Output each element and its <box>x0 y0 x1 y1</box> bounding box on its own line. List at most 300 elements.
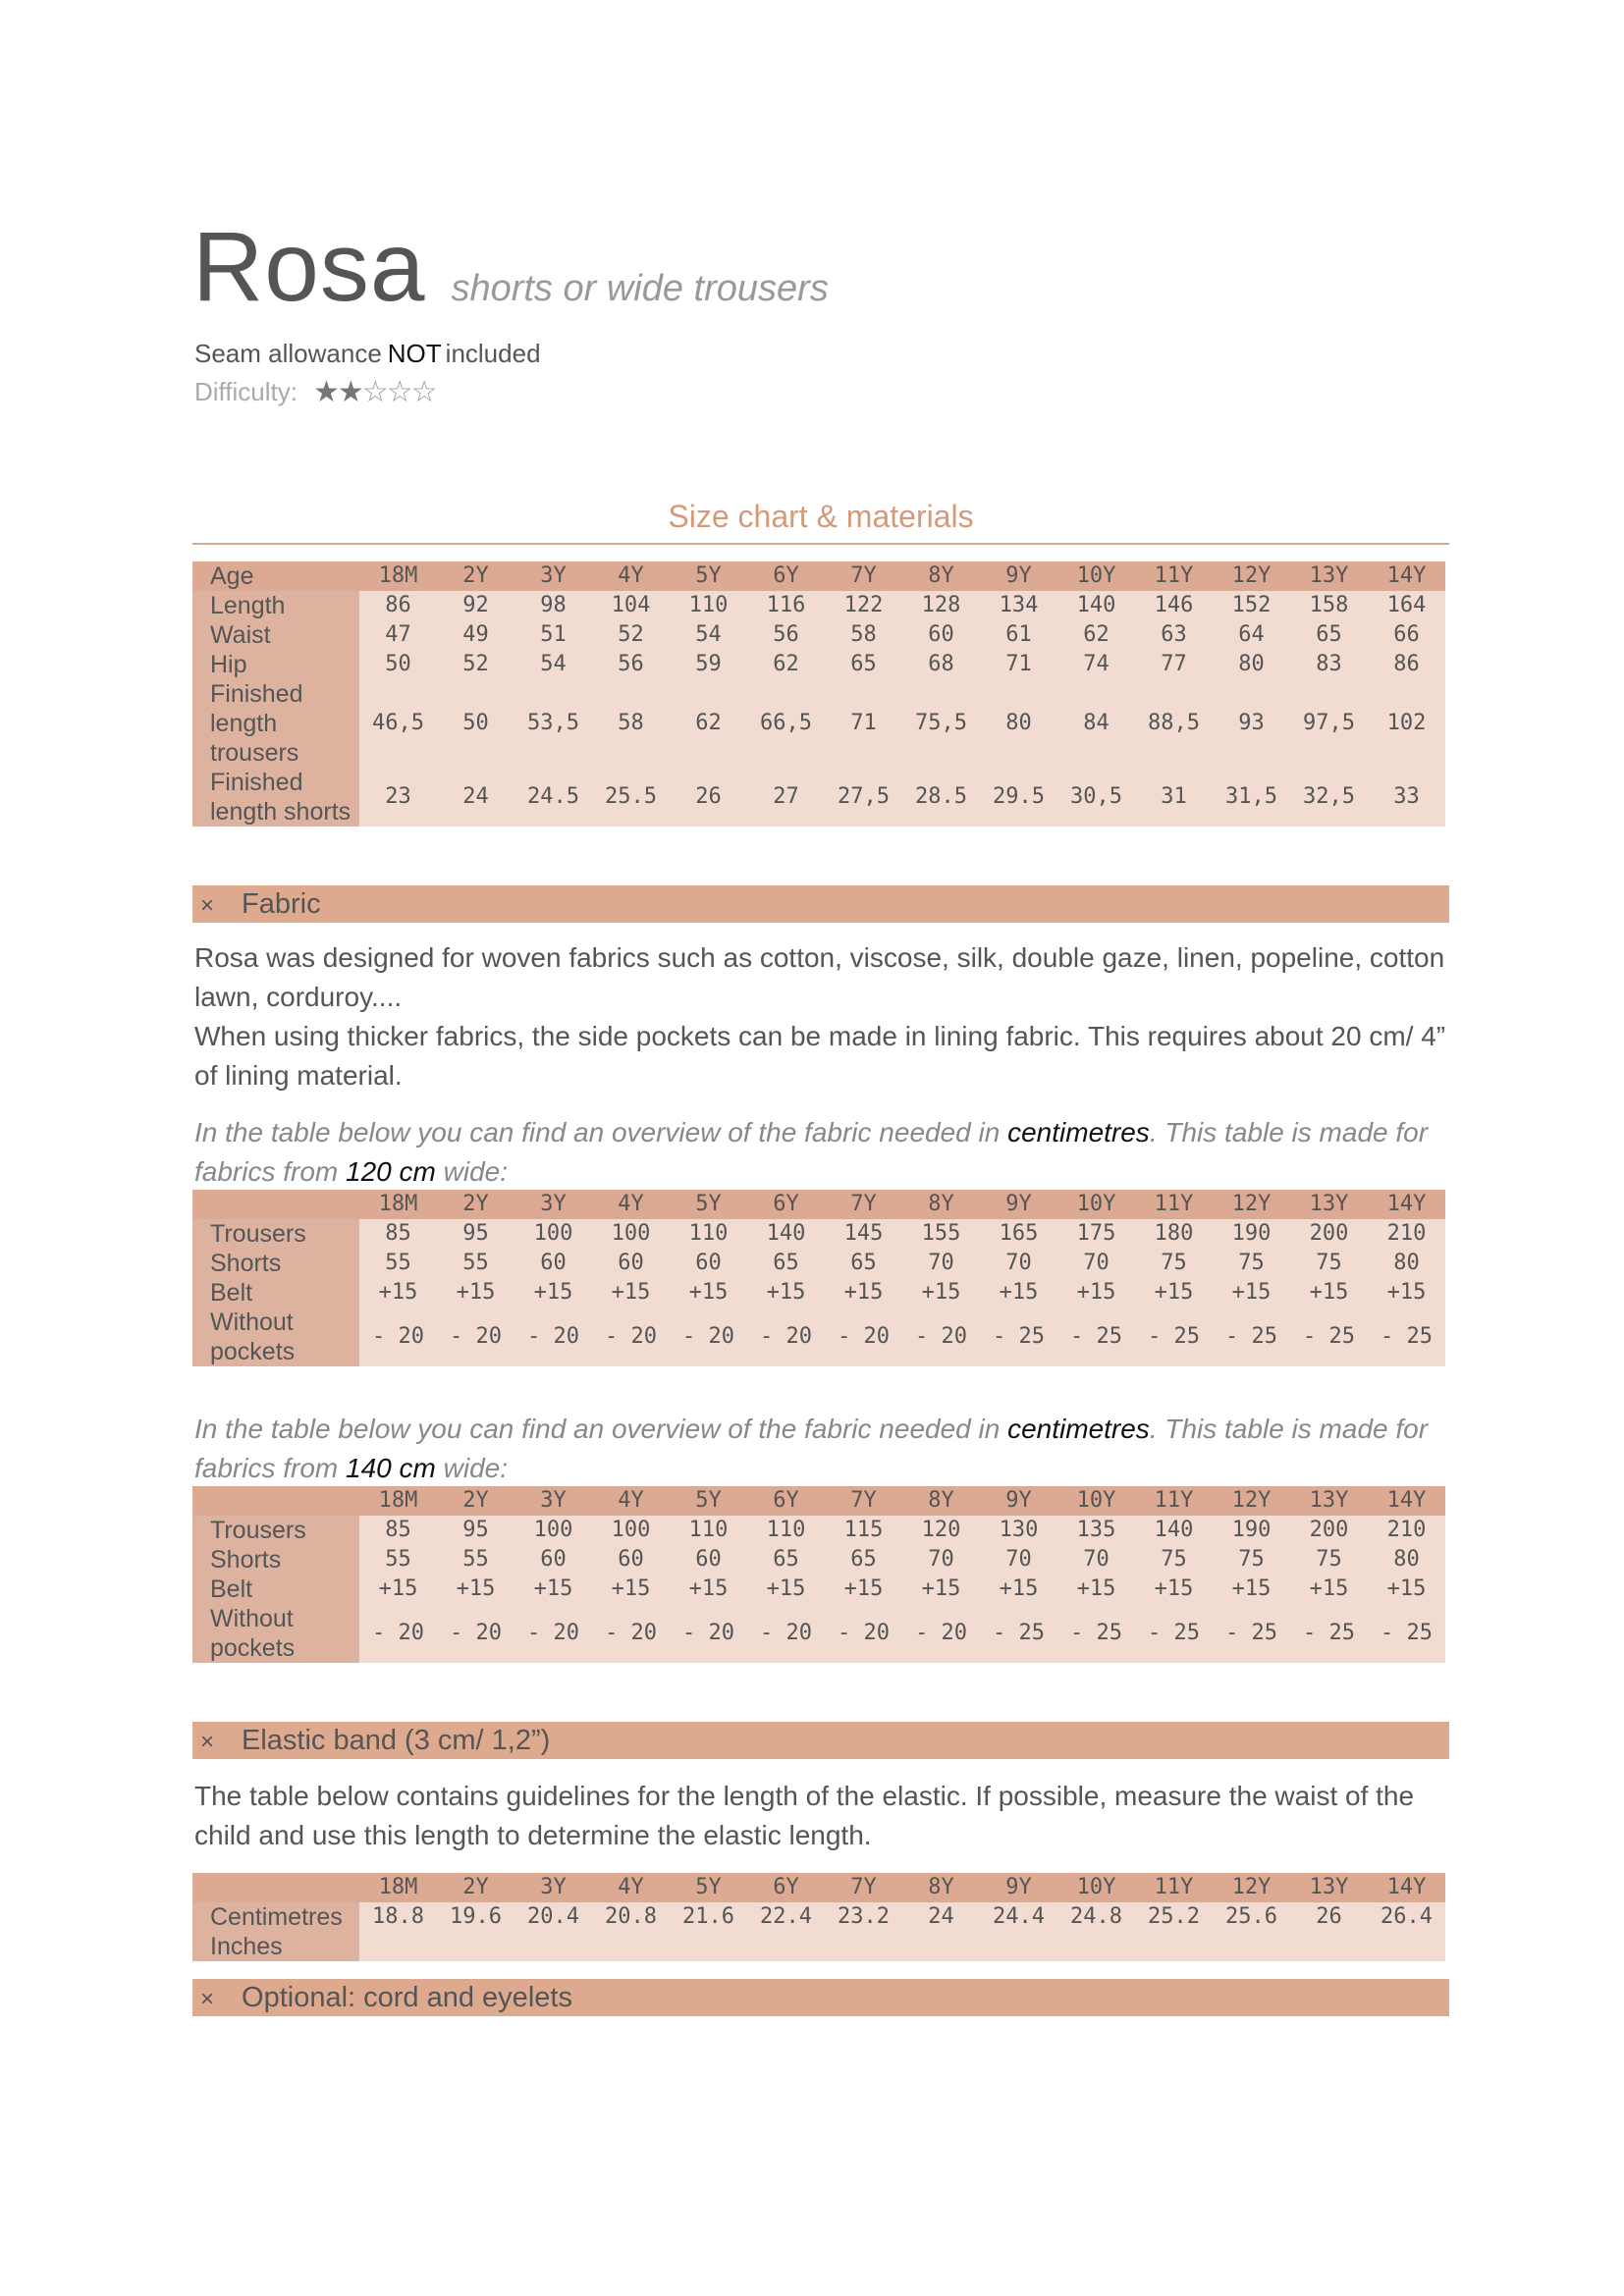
table-cell: 164 <box>1368 591 1445 620</box>
table-cell: - 25 <box>1057 1308 1135 1366</box>
size-header-cell: 11Y <box>1135 1190 1213 1219</box>
table-cell: - 25 <box>1213 1604 1290 1663</box>
section-title: Size chart & materials <box>668 499 974 534</box>
table-cell: +15 <box>1057 1278 1135 1308</box>
table-cell: 110 <box>670 1219 747 1249</box>
table-cell: 85 <box>359 1219 437 1249</box>
table-cell: 98 <box>514 591 592 620</box>
table-row <box>192 768 1445 827</box>
row-label <box>192 1873 359 1902</box>
table-cell: 210 <box>1368 1516 1445 1545</box>
table-cell: +15 <box>1135 1575 1213 1604</box>
row-label: Trousers <box>192 1516 359 1545</box>
table-cell: 120 <box>902 1516 980 1545</box>
table-cell: 52 <box>437 650 514 679</box>
intro-text: In the table below you can find an overview of the fabric needed in <box>194 1414 1008 1444</box>
table-cell: +15 <box>1135 1278 1213 1308</box>
table-cell <box>1213 1932 1290 1961</box>
table-cell: 52 <box>592 620 670 650</box>
table-cell: 180 <box>1135 1219 1213 1249</box>
table-cell: 175 <box>1057 1219 1135 1249</box>
bullet-x-icon: × <box>200 892 215 919</box>
table-cell: 55 <box>359 1545 437 1575</box>
table-cell: 60 <box>670 1545 747 1575</box>
table-cell: 65 <box>825 650 902 679</box>
seam-strong: NOT <box>387 339 442 368</box>
table-cell: 95 <box>437 1219 514 1249</box>
row-label: Length <box>192 591 359 620</box>
table-cell: +15 <box>1290 1575 1368 1604</box>
size-header-cell: 4Y <box>592 561 670 591</box>
size-header-cell: 4Y <box>592 1873 670 1902</box>
size-header-cell: 8Y <box>902 1190 980 1219</box>
size-header-cell: 3Y <box>514 561 592 591</box>
row-label: Without pockets <box>192 1604 359 1663</box>
table-cell: 27,5 <box>825 768 902 827</box>
table-cell: 70 <box>902 1249 980 1278</box>
elastic-table <box>192 1873 1445 1961</box>
fabric-width: 120 cm <box>346 1156 436 1187</box>
size-header-cell: 7Y <box>825 1873 902 1902</box>
table-cell: 25.5 <box>592 768 670 827</box>
table-row <box>192 1604 1445 1663</box>
row-label: Hip <box>192 650 359 679</box>
lining-note: When using thicker fabrics, the side pockets can be made in lining fabric. This requires about 20 cm/ 4” of lining material. <box>194 1021 1446 1091</box>
table-cell: 75,5 <box>902 679 980 768</box>
table-cell: 61 <box>980 620 1057 650</box>
size-header-cell: 12Y <box>1213 1873 1290 1902</box>
table-cell: +15 <box>1368 1575 1445 1604</box>
table-cell: - 20 <box>670 1308 747 1366</box>
table-cell: 55 <box>359 1249 437 1278</box>
size-header-cell: 8Y <box>902 1486 980 1516</box>
table-cell: 75 <box>1135 1545 1213 1575</box>
table-cell: +15 <box>980 1278 1057 1308</box>
table-header-row <box>192 1190 1445 1219</box>
difficulty-label: Difficulty: <box>194 377 298 406</box>
size-header-cell: 13Y <box>1290 1190 1368 1219</box>
size-header-cell: 7Y <box>825 1190 902 1219</box>
table-cell: - 25 <box>1290 1308 1368 1366</box>
table-cell: 110 <box>747 1516 825 1545</box>
table-cell: 155 <box>902 1219 980 1249</box>
table-cell: 26 <box>670 768 747 827</box>
fabric-140-table <box>192 1486 1445 1663</box>
table-cell: 100 <box>514 1516 592 1545</box>
table-cell: 74 <box>1057 650 1135 679</box>
section-divider <box>192 543 1449 545</box>
table-cell: 80 <box>1368 1545 1445 1575</box>
size-header-cell: 10Y <box>1057 1486 1135 1516</box>
table-cell: 75 <box>1290 1249 1368 1278</box>
table-cell <box>1290 1932 1368 1961</box>
table-cell: 62 <box>1057 620 1135 650</box>
elastic-description: The table below contains guidelines for the length of the elastic. If possible, measure the waist of the child and use this length to determine the elastic length. <box>194 1781 1415 1850</box>
size-header-cell: 14Y <box>1368 1873 1445 1902</box>
table-cell: 110 <box>670 1516 747 1545</box>
size-header-cell: 5Y <box>670 561 747 591</box>
table-cell: 140 <box>1057 591 1135 620</box>
table-cell: - 20 <box>592 1604 670 1663</box>
difficulty-stars <box>313 375 436 409</box>
fabric-140-intro <box>194 1410 1461 1488</box>
table-cell: 210 <box>1368 1219 1445 1249</box>
table-cell: 122 <box>825 591 902 620</box>
table-cell <box>747 1932 825 1961</box>
table-cell: 50 <box>437 679 514 768</box>
table-cell: 28.5 <box>902 768 980 827</box>
table-header-row <box>192 561 1445 591</box>
fabric-120-table <box>192 1190 1445 1366</box>
table-row <box>192 1932 1445 1961</box>
table-cell: 18.8 <box>359 1902 437 1932</box>
table-cell: 71 <box>825 679 902 768</box>
table-cell: 32,5 <box>1290 768 1368 827</box>
size-header-cell: 7Y <box>825 1486 902 1516</box>
table-row <box>192 1219 1445 1249</box>
table-cell: 92 <box>437 591 514 620</box>
table-cell: 59 <box>670 650 747 679</box>
elastic-section-bar <box>192 1722 1449 1759</box>
intro-text: . This table is made for fabrics from <box>194 1414 1429 1483</box>
optional-title: Optional: cord and eyelets <box>242 1982 572 2013</box>
table-cell: - 20 <box>902 1604 980 1663</box>
table-cell: - 20 <box>747 1604 825 1663</box>
table-cell: 53,5 <box>514 679 592 768</box>
row-label: Inches <box>192 1932 359 1961</box>
table-row <box>192 1545 1445 1575</box>
table-cell: 25.6 <box>1213 1902 1290 1932</box>
table-cell: 140 <box>747 1219 825 1249</box>
table-cell: - 20 <box>359 1308 437 1366</box>
table-cell: 100 <box>514 1219 592 1249</box>
table-cell: 88,5 <box>1135 679 1213 768</box>
table-row <box>192 1902 1445 1932</box>
table-cell: 68 <box>902 650 980 679</box>
size-header-cell: 14Y <box>1368 561 1445 591</box>
bullet-x-icon: × <box>200 1729 215 1755</box>
table-cell: +15 <box>670 1575 747 1604</box>
table-cell: 165 <box>980 1219 1057 1249</box>
table-cell: 24 <box>902 1902 980 1932</box>
table-cell: 24 <box>437 768 514 827</box>
bullet-x-icon: × <box>200 1986 215 2012</box>
table-row <box>192 1278 1445 1308</box>
seam-prefix: Seam allowance <box>194 339 382 368</box>
row-label: Belt <box>192 1278 359 1308</box>
table-cell: 23 <box>359 768 437 827</box>
size-header-cell: 12Y <box>1213 1190 1290 1219</box>
table-cell: 66 <box>1368 620 1445 650</box>
table-cell: 93 <box>1213 679 1290 768</box>
elastic-title: Elastic band (3 cm/ 1,2”) <box>242 1725 551 1756</box>
table-cell: 58 <box>825 620 902 650</box>
size-header-cell: 13Y <box>1290 561 1368 591</box>
size-header-cell: 10Y <box>1057 1873 1135 1902</box>
size-header-cell: 11Y <box>1135 1873 1213 1902</box>
fabric-120-intro <box>194 1113 1461 1192</box>
table-cell: +15 <box>592 1278 670 1308</box>
size-header-cell: 6Y <box>747 1873 825 1902</box>
table-cell: - 20 <box>437 1604 514 1663</box>
table-cell: 200 <box>1290 1516 1368 1545</box>
table-cell: 70 <box>980 1249 1057 1278</box>
row-label: Without pockets <box>192 1308 359 1366</box>
table-row <box>192 591 1445 620</box>
size-header-cell: 9Y <box>980 1190 1057 1219</box>
row-label <box>192 1486 359 1516</box>
seam-allowance-note <box>194 339 541 369</box>
table-cell: - 20 <box>592 1308 670 1366</box>
table-row <box>192 1575 1445 1604</box>
table-cell: 80 <box>1213 650 1290 679</box>
size-header-cell: 3Y <box>514 1873 592 1902</box>
size-header-cell: 7Y <box>825 561 902 591</box>
intro-unit: centimetres <box>1007 1414 1150 1444</box>
size-header-cell: 4Y <box>592 1486 670 1516</box>
row-label: Trousers <box>192 1219 359 1249</box>
table-cell: - 20 <box>437 1308 514 1366</box>
intro-unit: centimetres <box>1007 1117 1150 1148</box>
table-cell: 54 <box>514 650 592 679</box>
title-row <box>192 211 829 324</box>
size-header-cell: 5Y <box>670 1190 747 1219</box>
pattern-subtitle: shorts or wide trousers <box>451 268 829 309</box>
table-cell: 77 <box>1135 650 1213 679</box>
table-cell: 190 <box>1213 1219 1290 1249</box>
table-row <box>192 620 1445 650</box>
table-cell: - 25 <box>1057 1604 1135 1663</box>
row-label: Age <box>192 561 359 591</box>
table-cell: 46,5 <box>359 679 437 768</box>
table-cell: 70 <box>1057 1249 1135 1278</box>
table-cell: - 25 <box>980 1308 1057 1366</box>
star-empty-icon: ☆ <box>410 376 436 408</box>
table-row <box>192 679 1445 768</box>
table-cell: - 25 <box>1213 1308 1290 1366</box>
size-header-cell: 2Y <box>437 1873 514 1902</box>
table-cell: 60 <box>514 1249 592 1278</box>
table-row <box>192 1308 1445 1366</box>
table-cell: 65 <box>825 1545 902 1575</box>
table-cell: +15 <box>592 1575 670 1604</box>
table-cell: 115 <box>825 1516 902 1545</box>
table-cell: 134 <box>980 591 1057 620</box>
table-cell: - 20 <box>514 1308 592 1366</box>
table-cell: 70 <box>902 1545 980 1575</box>
table-cell <box>902 1932 980 1961</box>
size-header-cell: 6Y <box>747 1190 825 1219</box>
table-cell: 62 <box>747 650 825 679</box>
table-cell: 158 <box>1290 591 1368 620</box>
table-cell <box>1368 1932 1445 1961</box>
table-cell: 50 <box>359 650 437 679</box>
size-header-cell: 8Y <box>902 1873 980 1902</box>
size-header-cell: 6Y <box>747 561 825 591</box>
table-cell: +15 <box>902 1278 980 1308</box>
table-cell: 24.8 <box>1057 1902 1135 1932</box>
table-cell: 62 <box>670 679 747 768</box>
row-label: Belt <box>192 1575 359 1604</box>
table-cell: 152 <box>1213 591 1290 620</box>
size-header-cell: 2Y <box>437 1486 514 1516</box>
table-cell: - 25 <box>1135 1604 1213 1663</box>
table-cell: +15 <box>670 1278 747 1308</box>
table-cell: +15 <box>1290 1278 1368 1308</box>
table-cell: 140 <box>1135 1516 1213 1545</box>
table-cell: 128 <box>902 591 980 620</box>
seam-suffix: included <box>445 339 541 368</box>
table-cell: +15 <box>980 1575 1057 1604</box>
table-cell: 130 <box>980 1516 1057 1545</box>
size-header-cell: 18M <box>359 561 437 591</box>
table-cell: 65 <box>747 1545 825 1575</box>
table-cell: 116 <box>747 591 825 620</box>
table-cell: 30,5 <box>1057 768 1135 827</box>
pattern-title: Rosa <box>192 212 426 322</box>
table-cell: +15 <box>1368 1278 1445 1308</box>
table-row <box>192 650 1445 679</box>
row-label: Waist <box>192 620 359 650</box>
table-cell <box>1057 1932 1135 1961</box>
table-cell: 26 <box>1290 1902 1368 1932</box>
table-cell: +15 <box>902 1575 980 1604</box>
size-header-cell: 6Y <box>747 1486 825 1516</box>
table-cell: 33 <box>1368 768 1445 827</box>
table-cell: +15 <box>1213 1575 1290 1604</box>
table-cell: 146 <box>1135 591 1213 620</box>
table-cell: 20.4 <box>514 1902 592 1932</box>
table-cell: 86 <box>359 591 437 620</box>
table-cell: 65 <box>1290 620 1368 650</box>
size-header-cell: 10Y <box>1057 1190 1135 1219</box>
table-cell: 22.4 <box>747 1902 825 1932</box>
size-header-cell: 5Y <box>670 1486 747 1516</box>
table-cell: +15 <box>514 1278 592 1308</box>
table-cell: - 20 <box>670 1604 747 1663</box>
table-cell: 102 <box>1368 679 1445 768</box>
table-cell: +15 <box>747 1575 825 1604</box>
table-cell: +15 <box>1057 1575 1135 1604</box>
table-cell: 20.8 <box>592 1902 670 1932</box>
table-row <box>192 1516 1445 1545</box>
table-cell: 24.5 <box>514 768 592 827</box>
table-cell: 51 <box>514 620 592 650</box>
size-header-cell: 12Y <box>1213 561 1290 591</box>
table-cell: - 20 <box>747 1308 825 1366</box>
table-cell: 85 <box>359 1516 437 1545</box>
table-cell: 31 <box>1135 768 1213 827</box>
table-cell: 54 <box>670 620 747 650</box>
table-cell: +15 <box>359 1278 437 1308</box>
table-cell: - 25 <box>1290 1604 1368 1663</box>
row-label <box>192 1190 359 1219</box>
size-header-cell: 8Y <box>902 561 980 591</box>
size-header-cell: 13Y <box>1290 1873 1368 1902</box>
table-cell: 71 <box>980 650 1057 679</box>
table-header-row <box>192 1486 1445 1516</box>
size-header-cell: 2Y <box>437 1190 514 1219</box>
table-cell: 24.4 <box>980 1902 1057 1932</box>
intro-text: wide: <box>435 1156 509 1187</box>
table-cell: 58 <box>592 679 670 768</box>
table-cell: +15 <box>437 1278 514 1308</box>
table-cell: - 20 <box>902 1308 980 1366</box>
table-cell: 190 <box>1213 1516 1290 1545</box>
table-cell: 60 <box>670 1249 747 1278</box>
fabric-description: Rosa was designed for woven fabrics such as cotton, viscose, silk, double gaze, linen, popeline, cotton lawn, corduroy.... <box>194 942 1445 1012</box>
size-header-cell: 3Y <box>514 1486 592 1516</box>
row-label: Shorts <box>192 1545 359 1575</box>
table-cell: 21.6 <box>670 1902 747 1932</box>
size-header-cell: 9Y <box>980 1486 1057 1516</box>
table-cell: +15 <box>437 1575 514 1604</box>
table-cell <box>1135 1932 1213 1961</box>
table-cell <box>437 1932 514 1961</box>
table-cell: 56 <box>747 620 825 650</box>
table-cell: 66,5 <box>747 679 825 768</box>
table-cell: 19.6 <box>437 1902 514 1932</box>
table-row <box>192 1249 1445 1278</box>
star-empty-icon: ☆ <box>386 376 411 408</box>
table-cell: 84 <box>1057 679 1135 768</box>
table-cell: 64 <box>1213 620 1290 650</box>
row-label: Finished length shorts <box>192 768 359 827</box>
size-header-cell: 18M <box>359 1486 437 1516</box>
star-filled-icon: ★ <box>313 376 338 408</box>
intro-text: wide: <box>435 1453 509 1483</box>
table-cell: - 20 <box>825 1604 902 1663</box>
table-cell: 104 <box>592 591 670 620</box>
table-cell: 26.4 <box>1368 1902 1445 1932</box>
table-cell: 60 <box>592 1249 670 1278</box>
table-cell: 47 <box>359 620 437 650</box>
table-cell: - 20 <box>514 1604 592 1663</box>
table-cell: 60 <box>592 1545 670 1575</box>
size-header-cell: 9Y <box>980 1873 1057 1902</box>
table-cell <box>980 1932 1057 1961</box>
size-header-cell: 10Y <box>1057 561 1135 591</box>
table-cell: 145 <box>825 1219 902 1249</box>
table-cell: 65 <box>747 1249 825 1278</box>
table-cell: +15 <box>825 1278 902 1308</box>
table-cell: 55 <box>437 1545 514 1575</box>
size-header-cell: 11Y <box>1135 1486 1213 1516</box>
table-cell: 49 <box>437 620 514 650</box>
table-cell: +15 <box>747 1278 825 1308</box>
table-cell: 27 <box>747 768 825 827</box>
table-cell: 100 <box>592 1219 670 1249</box>
table-cell: +15 <box>514 1575 592 1604</box>
table-cell: - 25 <box>1368 1604 1445 1663</box>
size-header-cell: 11Y <box>1135 561 1213 591</box>
size-header-cell: 14Y <box>1368 1486 1445 1516</box>
table-cell: +15 <box>825 1575 902 1604</box>
table-cell: - 20 <box>825 1308 902 1366</box>
table-cell: 75 <box>1213 1249 1290 1278</box>
size-header-cell: 14Y <box>1368 1190 1445 1219</box>
size-header-cell: 3Y <box>514 1190 592 1219</box>
table-cell: +15 <box>1213 1278 1290 1308</box>
fabric-section-bar <box>192 885 1449 923</box>
table-cell: 110 <box>670 591 747 620</box>
difficulty-rating <box>194 375 436 409</box>
table-cell: 86 <box>1368 650 1445 679</box>
star-empty-icon: ☆ <box>361 376 387 408</box>
table-cell: - 25 <box>1368 1308 1445 1366</box>
star-filled-icon: ★ <box>337 376 362 408</box>
optional-section-bar <box>192 1979 1449 2016</box>
